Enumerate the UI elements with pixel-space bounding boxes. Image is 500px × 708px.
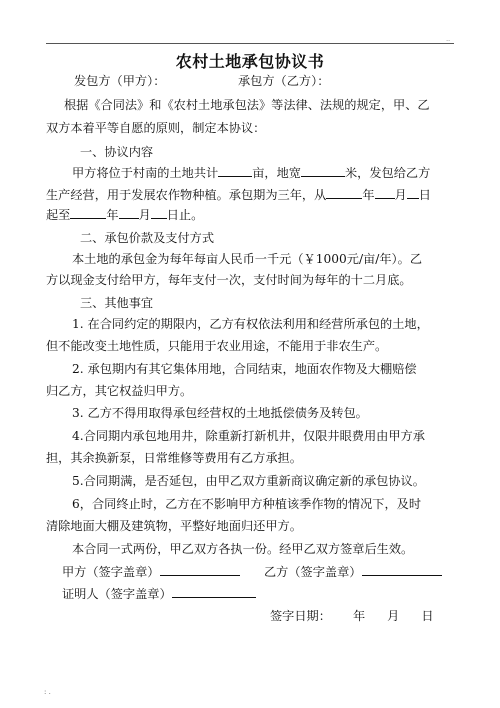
witness-signature-label: 证明人（签字盖章） [62,587,172,601]
section-3-line-10: 清除地面大棚及建筑物，平整好地面归还甲方。 [46,519,302,533]
document-title: 农村土地承包协议书 [175,52,325,71]
section-3-line-3: 2. 承包期内有其它集体用地，合同结束，地面农作物及大棚赔偿 [72,362,417,376]
land-width-blank[interactable] [301,164,345,177]
contract-to-text: 米，发包给乙方 [345,166,431,180]
end-year-label: 年 [106,208,119,222]
party-b-label: 承包方（乙方）： [238,74,330,88]
signing-date-day: 日 [421,609,434,623]
signing-date-label: 签字日期： [270,609,331,623]
end-month-blank[interactable] [119,206,139,219]
end-day-blank[interactable] [151,206,167,219]
section-1-line-2 [46,186,431,203]
section-3-line-9: 6，合同终止时，乙方在不影响甲方种植该季作物的情况下，及时 [72,497,422,511]
preamble-line-2: 双方本着平等自愿的原则，制定本协议： [46,121,266,135]
corner-mark: .. [446,36,450,43]
term-until-text: 起至 [46,208,71,222]
party-a-signature-row [62,563,240,580]
section-3-line-7: 担，其余换新泵，日常维修等费用有乙方承担。 [46,451,302,465]
party-a-signature-blank[interactable] [160,563,240,576]
section-3-line-2: 但不能改变土地性质，只能用于农业用途，不能用于非农生产。 [46,339,388,353]
section-1-heading: 一、协议内容 [80,145,154,159]
section-3-line-5: 3. 乙方不得用取得承包经营权的土地抵偿债务及转包。 [72,406,368,420]
section-3-line-8: 5.合同期满，是否延包，由甲乙双方重新商议确定新的承包协议。 [72,474,425,488]
signing-date-row [270,608,434,624]
closing-statement: 本合同一式两份，甲乙双方各执一份。经甲乙双方签章后生效。 [72,542,414,556]
witness-signature-blank[interactable] [172,585,256,598]
section-3-line-4: 归乙方，其它权益归甲方。 [46,384,193,398]
end-year-blank[interactable] [70,206,106,219]
party-b-signature-label: 乙方（签字盖章） [264,565,362,579]
end-month-label: 月 [138,208,151,222]
footer-mark: : . [44,688,51,696]
header-rule [46,43,454,44]
witness-signature-row [62,585,256,602]
start-year-blank[interactable] [326,186,362,199]
term-from-text: 生产经营，用于发展农作物种植。承包期为三年，从 [46,188,327,202]
start-day-blank[interactable] [407,186,419,199]
section-1-line-3 [46,206,203,223]
signing-date-month: 月 [387,609,400,623]
start-day-label: 日 [418,188,431,202]
party-b-signature-blank[interactable] [362,563,442,576]
start-year-label: 年 [362,188,375,202]
land-area-text: 甲方将位于村南的土地共计 [72,166,219,180]
party-a-signature-label: 甲方（签字盖章） [62,565,160,579]
start-month-blank[interactable] [375,186,395,199]
section-1-line-1 [72,164,430,181]
end-day-label: 日止。 [166,208,204,222]
section-2-line-2: 方以现金支付给甲方，每年支付一次，支付时间为每年的十二月底。 [46,273,412,287]
preamble-line-1: 根据《合同法》和《农村土地承包法》等法律、法规的规定，甲、乙 [64,98,430,112]
signing-date-year: 年 [352,609,366,623]
land-width-text: 亩，地宽 [252,166,301,180]
start-month-label: 月 [394,188,407,202]
party-b-signature-row [264,563,442,580]
section-3-line-1: 1. 在合同约定的期限内，乙方有权依法利用和经营所承包的土地， [72,317,429,331]
section-3-line-6: 4.合同期内承包地用井，除重新打新机井，仅限井眼费用由甲方承 [72,429,425,443]
section-3-heading: 三、其他事宜 [80,296,154,310]
section-2-line-1: 本土地的承包金为每年每亩人民币一千元（￥1000元/亩/年）。乙 [72,252,423,266]
party-a-label: 发包方（甲方）： [74,74,166,88]
land-area-blank[interactable] [218,164,252,177]
section-2-heading: 二、承包价款及支付方式 [80,231,215,245]
